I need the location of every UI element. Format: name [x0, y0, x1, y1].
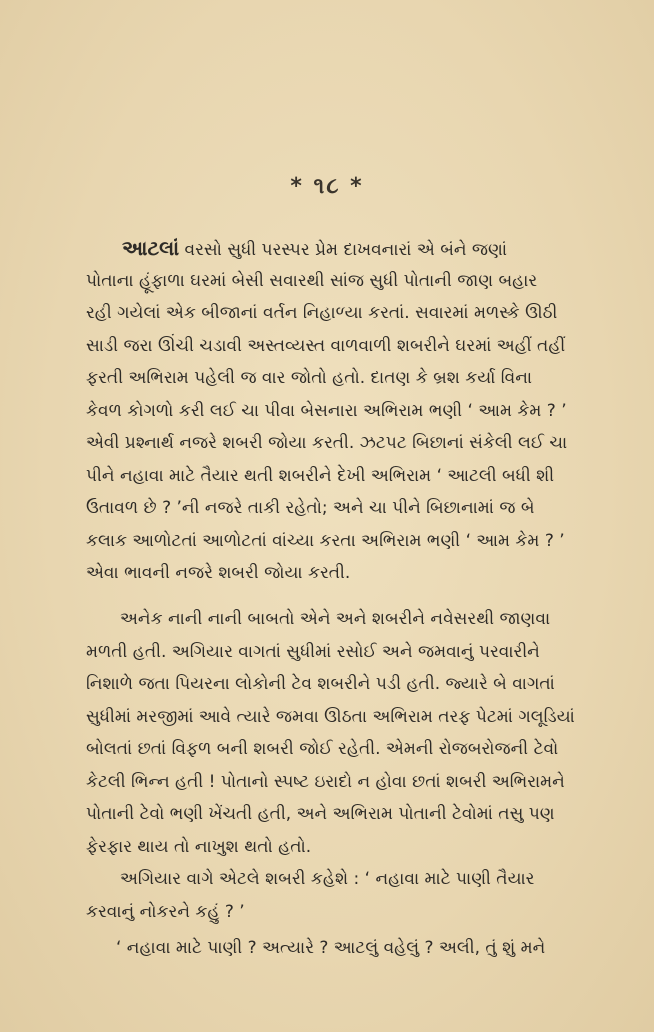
chapter-heading: * ૧૮ *: [290, 174, 364, 199]
paragraph-line: ફરતી અભિરામ પહેલી જ વાર જોતો હતો. દાતણ કે બ્રશ કર્યા વિના: [86, 368, 533, 388]
paragraph-line: ‘ નહાવા માટે પાણી ? અત્યારે ? આટલું વહેલું ? અલી, તું શું મને: [116, 938, 546, 958]
paragraph-line: ઉતાવળ છે ? ’ની નજરે તાકી રહેતો; અને ચા પીને બિછાનામાં જ બે: [86, 498, 535, 518]
paragraph-line: કરવાનું નોકરને કહું ? ’: [86, 901, 245, 922]
paragraph-line: એવી પ્રશ્નાર્થ નજરે શબરી જોયા કરતી. ઝટપટ બિછાનાં સંકેલી લઈ ચા: [86, 433, 568, 453]
paragraph-line: અનેક નાની નાની બાબતો એને અને શબરીને નવેસરથી જાણવા: [120, 609, 551, 629]
paragraph-line: નિશાળે જતા પિયરના લોકોની ટેવ શબરીને પડી હતી. જ્યારે બે વાગતાં: [86, 674, 555, 694]
paragraph-line: પોતાના હૂંફાળા ઘરમાં બેસી સવારથી સાંજ સુધી પોતાની જાણ બહાર: [86, 270, 538, 291]
paragraph-line: કેટલી ભિન્ન હતી ! પોતાનો સ્પષ્ટ ઇરાદો ન હોવા છતાં શબરી અભિરામને: [86, 771, 565, 792]
paragraph-line: રહી ગયેલાં એક બીજાનાં વર્તન નિહાળ્યા કરતાં. સવારમાં મળસ્કે ઊઠી: [86, 303, 558, 323]
paragraph-line: આટલાં વરસો સુધી પરસ્પર પ્રેમ દાખવનારાં એ બંને જણાં: [122, 236, 508, 260]
lead-word: આટલાં: [122, 236, 180, 260]
paragraph-2: [86, 603, 631, 863]
paragraph-line: સાડી જરા ઊંચી ચડાવી અસ્તવ્યસ્ત વાળવાળી શબરીને ઘરમાં અહીં તહીં: [86, 335, 566, 356]
paragraph-4: [86, 932, 631, 965]
paragraph-line: સુધીમાં મરજીમાં આવે ત્યારે જમવા ઊઠતા અભિરામ તરફ પેટમાં ગલૂડિયાં: [86, 706, 575, 727]
paragraph-line: પીને નહાવા માટે તૈયાર થતી શબરીને દેખી અભિરામ ‘ આટલી બધી શી: [86, 465, 555, 486]
paragraph-line: કલાક આળોટતાં આળોટતાં વાંચ્યા કરતા અભિરામ ભણી ‘ આમ કેમ ? ’: [86, 530, 565, 551]
paragraph-line: કેવળ કોગળો કરી લઈ ચા પીવા બેસનારા અભિરામ ભણી ‘ આમ કેમ ? ’: [86, 400, 567, 421]
paragraph-line: મળતી હતી. અગિયાર વાગતાં સુધીમાં રસોઈ અને જમવાનું પરવારીને: [86, 641, 540, 662]
paragraph-line: ફેરફાર થાય તો નાખુશ થતો હતો.: [86, 836, 312, 857]
paragraph-line: પોતાની ટેવો ભણી ખેંચતી હતી, અને અભિરામ પોતાની ટેવોમાં તસુ પણ: [86, 804, 555, 824]
paragraph-1: [86, 232, 631, 590]
paragraph-line: બોલતાં છતાં વિફળ બની શબરી જોઈ રહેતી. એમની રોજબરોજની ટેવો: [86, 739, 559, 759]
paragraph-line: અગિયાર વાગે એટલે શબરી કહેશે : ‘ નહાવા માટે પાણી તૈયાર: [120, 869, 535, 889]
paragraph-line: એવા ભાવની નજરે શબરી જોયા કરતી.: [86, 563, 351, 583]
paragraph-3: [86, 863, 631, 928]
